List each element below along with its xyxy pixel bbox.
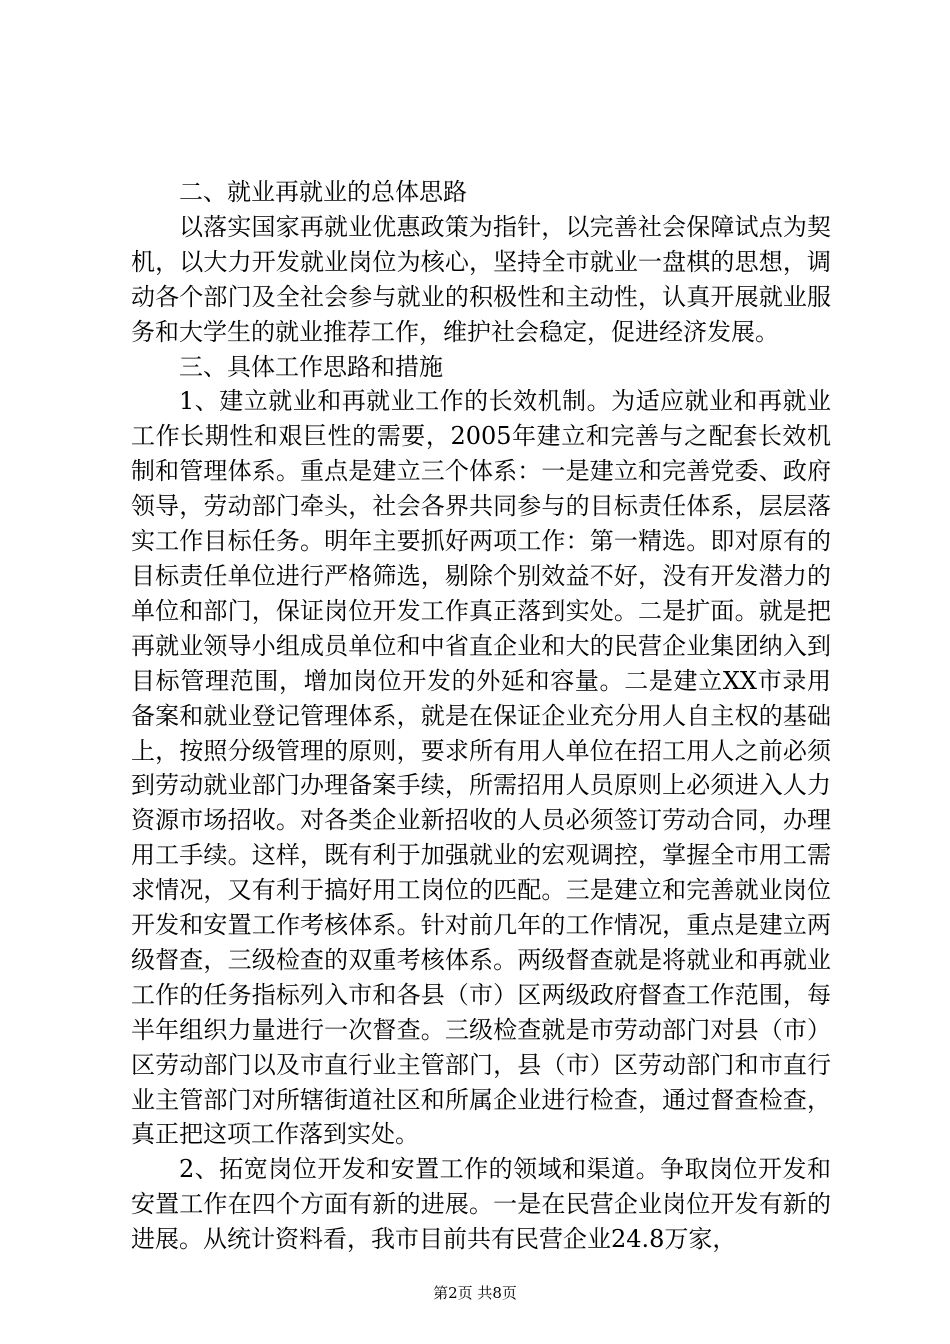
page-number-footer: 第2页 共8页 — [433, 1284, 517, 1302]
section-heading-2: 二、就业再就业的总体思路 — [179, 178, 467, 206]
paragraph-broaden-channels: 2、拓宽岗位开发和安置工作的领域和渠道。争取岗位开发和安置工作在四个方面有新的进展。一是在民营企业岗位开发有新的进展。从统计资料看，我市目前共有民营企业24.8万家， — [131, 1155, 831, 1254]
document-body — [131, 175, 831, 1257]
paragraph-overall-approach: 以落实国家再就业优惠政策为指针，以完善社会保障试点为契机，以大力开发就业岗位为核心，坚持全市就业一盘棋的思想，调动各个部门及全社会参与就业的积极性和主动性，认真开展就业服务和大学生的就业推荐工作，维护社会稳定，促进经济发展。 — [131, 212, 831, 346]
paragraph-long-term-mechanism: 1、建立就业和再就业工作的长效机制。为适应就业和再就业工作长期性和艰巨性的需要，2005年建立和完善与之配套长效机制和管理体系。重点是建立三个体系：一是建立和完善党委、政府领导，劳动部门牵头，社会各界共同参与的目标责任体系，层层落实工作目标任务。明年主要抓好两项工作：第一精选。即对原有的目标责任单位进行严格筛选，剔除个别效益不好，没有开发潜力的单位和部门，保证岗位开发工作真正落到实处。二是扩面。就是把再就业领导小组成员单位和中省直企业和大的民营企业集团纳入到目标管理范围，增加岗位开发的外延和容量。二是建立XX市录用备案和就业登记管理体系，就是在保证企业充分用人自主权的基础上，按照分级管理的原则，要求所有用人单位在招工用人之前必须到劳动就业部门办理备案手续，所需招用人员原则上必须进入人力资源市场招收。对各类企业新招收的人员必须签订劳动合同，办理用工手续。这样，既有利于加强就业的宏观调控，掌握全市用工需求情况，又有利于搞好用工岗位的匹配。三是建立和完善就业岗位开发和安置工作考核体系。针对前几年的工作情况，重点是建立两级督查，三级检查的双重考核体系。两级督查就是将就业和再就业工作的任务指标列入市和各县（市）区两级政府督查工作范围，每半年组织力量进行一次督查。三级检查就是市劳动部门对县（市）区劳动部门以及市直行业主管部门，县（市）区劳动部门和市直行业主管部门对所辖街道社区和所属企业进行检查，通过督查检查，真正把这项工作落到实处。 — [131, 387, 831, 1149]
section-heading-3: 三、具体工作思路和措施 — [179, 352, 443, 381]
